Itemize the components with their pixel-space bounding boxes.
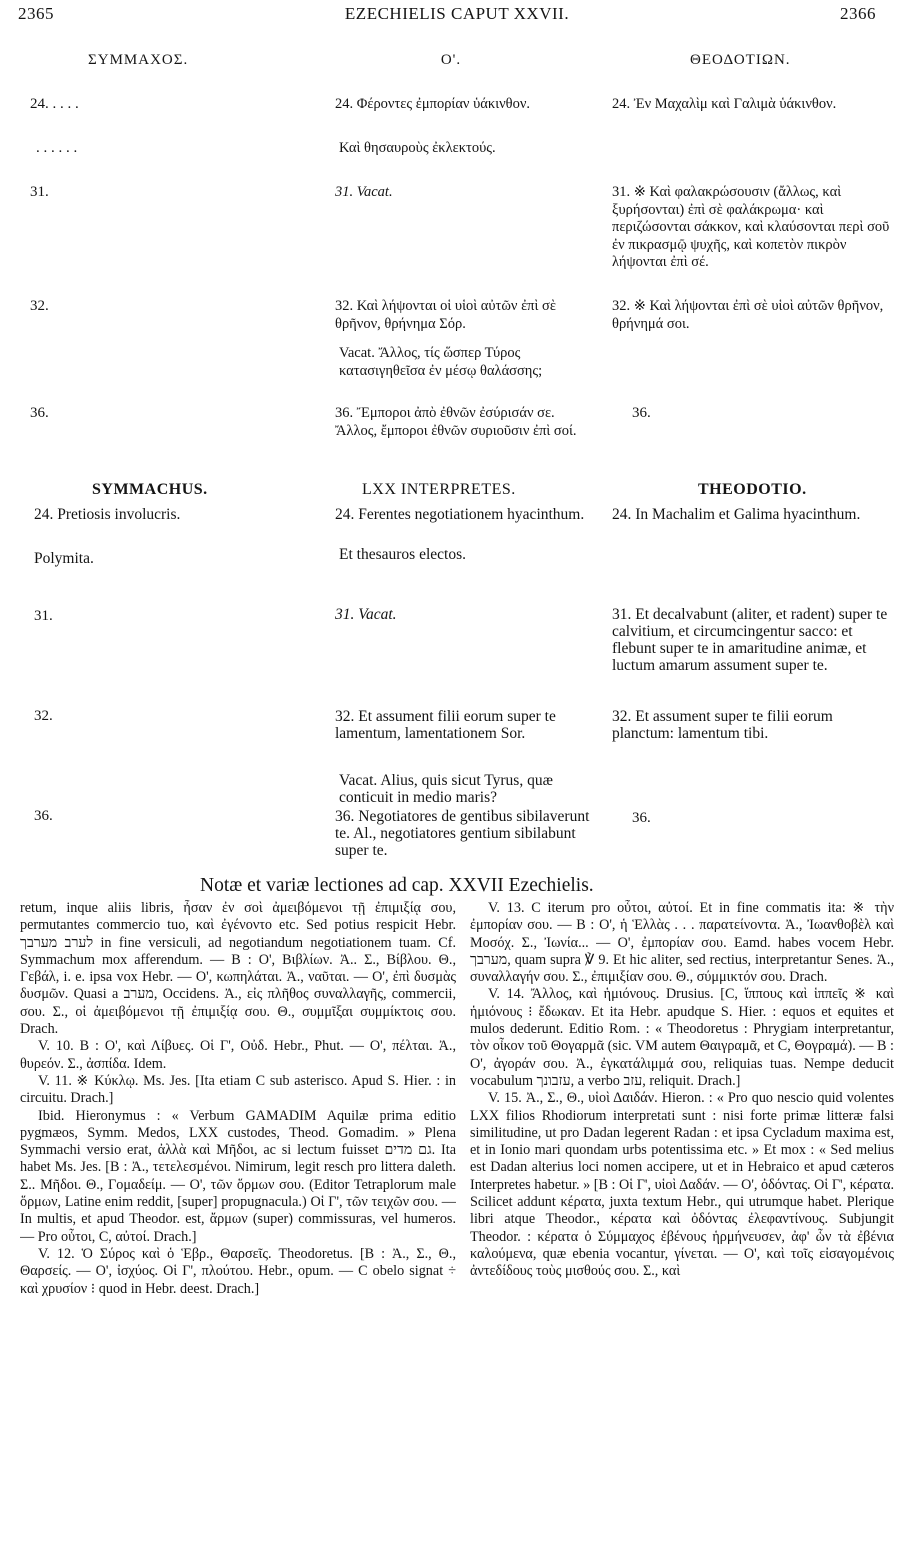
greek-sym-verse-31: 31. [30,184,49,200]
note-paragraph: V. 10. B : Ο', καὶ Λίβυες. Οἱ Γ', Οὐδ. Hebr., Phut. — Ο', πέλται. Ἀ., θυρεόν. Σ., ἀσπίδα. Idem. [20,1038,456,1072]
latin-lxx-verse-24b: Et thesauros electos. [339,546,466,563]
latin-lxx-verse-31: 31. Vacat. [335,606,397,623]
latin-sym-verse-32: 32. [34,708,53,724]
page-number-left: 2365 [18,4,54,23]
note-paragraph: V. 12. Ὁ Σύρος καὶ ὁ Ἑβρ., Θαρσεῖς. Theodoretus. [B : Ἀ., Σ., Θ., Θαρσείς. — Ο', ἰσχύος. Οἱ Γ', πλούτου. Hebr., opum. — C obelo signat ÷ καὶ χρυσίον ⁝ quod in Hebr. deest. Drach.] [20,1245,456,1297]
note-paragraph: retum, inque aliis libris, ἦσαν ἐν σοὶ ἀμειβόμενοι τῇ ἐπιμιξίᾳ σου, permutantes commercio tuo, καὶ ἐγένοντο etc. Sed potius respicit Hebr. לערב מערבך in fine versiculi, ad negotiandum negotiationem tuam. Cf. Symmachum mox afferendum. — B : Ο', Βιβλίων. Ἀ.. Σ., Βίβλου. Θ., Γεβάλ, i. e. ipsa vox Hebr. — Ο', κωπηλάται. Ἀ., ναῦται. — Ο', ἐπὶ δυσμὰς δυσμῶν. Quasi a מערב, Occidens. Ἀ., εἰς πλῆθος συναλλαγῆς, commercii, σου. Σ., οἱ ἀμειβόμενοι τῇ ἐπιμιξίᾳ σου. Θ., συμμῖξαι συμμίκτοις σου. Drach. [20,900,456,1038]
latin-sym-verse-24b: Polymita. [34,550,94,567]
latin-lxx-verse-24: 24. Ferentes negotiationem hyacinthum. [335,506,585,523]
latin-theo-verse-32: 32. Et assument super te filii eorum planctum: lamentum tibi. [612,708,833,742]
greek-lxx-verse-24b: Καὶ θησαυροὺς ἐκλεκτούς. [339,140,496,156]
latin-theo-verse-36: 36. [632,810,651,826]
note-paragraph: V. 14. Ἄλλος, καὶ ἡμιόνους. Drusius. [C, ἵππους καὶ ἱππεῖς ※ καὶ ἡμιόνους ⁝ ἔδωκαν. Et ita Hebr. apudque S. Hier. : equos et equites et mulos dederunt. Editio Rom. : « Theodoretus : Phrygiam interpretantur, τὸν οἶκον τοῦ Θογαρμᾶ (sic. VM autem Θαιγραμᾶ, et C, Θογραμά). — B : Ο', ἀγοράν σου. Ἀ., ἐγκατάλιμμά σου, reliquias tuas. Nempe deducit vocabulum עזבונך, a verbo עזב, reliquit. Drach.] [470,986,894,1089]
greek-lxx-verse-36: 36. Ἔμποροι ἀπὸ ἐθνῶν ἐσύρισάν σε. Ἄλλος, ἔμποροι ἐθνῶν συριοῦσιν ἐπὶ σοί. [335,405,577,439]
page-title: EZECHIELIS CAPUT XXVII. [344,4,570,23]
notes-left-column [20,900,456,1480]
note-paragraph: V. 13. C iterum pro οὗτοι, αὐτοί. Et in fine commatis ita: ※ τὴν ἐμπορίαν σου. — B : Ο', ἡ Ἑλλὰς . . . παρατείνοντα. Ἀ., Ἰωανθοβὲλ καὶ Μοσόχ. Σ., Ἰωνία... — Ο', ἐμπορίαν σου. Eamd. habes vocem Hebr. מערבך, quam supra ℣ 9. Et hic aliter, sed rectius, interpretantur Senes. Ἀ., συναλλαγήν σου. Σ., ἐπιμιξίαν σου. Θ., σύμμικτόν σου. Drach. [470,900,894,986]
greek-theo-verse-32: 32. ※ Καὶ λήψονται ἐπὶ σὲ υἱοὶ αὐτῶν θρῆνον, θρήνημά σοι. [612,298,884,332]
page-number-right: 2366 [840,4,876,23]
greek-lxx-verse-24: 24. Φέροντες ἐμπορίαν ὑάκινθον. [335,96,531,112]
greek-symmachus-heading: ΣΥΜΜΑΧΟΣ. [88,52,189,68]
latin-lxx-verse-32-alius: Vacat. Alius, quis sicut Tyrus, quæ conticuit in medio maris? [339,772,553,806]
latin-theo-verse-24: 24. In Machalim et Galima hyacinthum. [612,506,861,523]
note-paragraph: V. 11. ※ Κύκλῳ. Ms. Jes. [Ita etiam C sub asterisco. Apud S. Hier. : in circuitu. Drach.] [20,1072,456,1107]
greek-theo-verse-36: 36. [632,405,651,421]
greek-sym-verse-24b: . . . . . . [36,140,78,156]
latin-lxx-heading: LXX INTERPRETES. [362,481,516,498]
latin-sym-verse-36: 36. [34,808,53,824]
greek-sym-verse-24: 24. . . . . [30,96,79,112]
greek-lxx-verse-31: 31. Vacat. [335,184,393,200]
greek-lxx-verse-32: 32. Καὶ λήψονται οἱ υἱοὶ αὐτῶν ἐπὶ σὲ θρῆνον, θρήνημα Σόρ. [335,298,556,332]
greek-lxx-heading: Ο'. [440,52,462,68]
notes-right-column [470,900,894,1480]
latin-sym-verse-24: 24. Pretiosis involucris. [34,506,181,523]
greek-sym-verse-36: 36. [30,405,49,421]
greek-theo-verse-31: 31. ※ Καὶ φαλακρώσουσιν (ἄλλως, καὶ ξυρήσονται) ἐπὶ σὲ φαλάκρωμα· καὶ περιζώσονται σάκκον, καὶ κλαύσονται περὶ σοῦ ἐν πικρασμῷ ψυχῆς, καὶ κοπετὸν πικρὸν λήψονται ἐπὶ σέ. [612,184,890,270]
greek-sym-verse-32: 32. [30,298,49,314]
greek-theo-verse-24: 24. Ἐν Μαχαλὶμ καὶ Γαλιμὰ ὑάκινθον. [612,96,837,112]
latin-lxx-verse-36: 36. Negotiatores de gentibus sibilaverunt te. Al., negotiatores gentium sibilabunt super te. [335,808,590,859]
latin-theodotion-heading: THEODOTIO. [698,481,807,498]
latin-sym-verse-31: 31. [34,608,53,624]
greek-lxx-verse-32-alius: Vacat. Ἄλλος, τίς ὥσπερ Τύρος κατασιγηθεῖσα ἐν μέσῳ θαλάσσης; [339,345,543,379]
note-paragraph: V. 15. Ἀ., Σ., Θ., υἱοὶ Δαιδάν. Hieron. : « Pro quo nescio quid volentes LXX filios Rhodiorum interpretati sunt : nisi forte primæ litteræ falsi similitudine, ut pro Dadan legerent Radan : et ipsa Cycladum maxima est, et in Ionio mari quondam urbs potentissima etc. » Et mox : « Sed melius est Dadan alterius loci nomen accipere, ut et in Hebraico et apud cæteros Interpretes habetur. » [B : Οἱ Γ', υἱοὶ Δαδάν. — Ο', ὀδόντας. Οἱ Γ', κέρατα. Scilicet addunt κέρατα, juxta textum Hebr., qui utrumque habet. Plerique libri atque Theodor., κέρατα καὶ ὀδόντας ἐλεφαντίνους. Subjungit Theodor. : κέρατα ὁ Σύμμαχος ἐβένους ἡρμήνευσεν, ἀφ' ὧν τὰ ἐβένια καλούμενα, quæ ebenia vocantur, γίνεται. — Ο', καὶ τοῖς εἰσαγομένοις ἀντεδίδους τοὺς μισθούς σου. Σ., καὶ [470,1090,894,1280]
note-paragraph: Ibid. Hieronymus : « Verbum GAMADIM Aquilæ prima editio pygmæos, Symm. Medos, LXX custodes, Theod. Gomadim. » Plena Symmachi versio erat, ἀλλὰ καὶ Μῆδοι, ac si lectum fuisset גם מדים. Ita habet Ms. Jes. [B : Ἀ., τετελεσμένοι. Nimirum, legit resch pro littera daleth. Σ.. Μῆδοι. Θ., Γομαδείμ. — Ο', τῶν ὅρμων σου. (Editor Tetraplorum male ὅρμων, Latine enim reddit, [super] propugnacula.) Οἱ Γ', τῶν τειχῶν σου. — In multis, et apud Theodor. est, ἄρμων (super) commissuras, vel humeros. — Pro οὗτοι, C, αὐτοί. Drach.] [20,1107,456,1245]
notes-title: Notæ et variæ lectiones ad cap. XXVII Ezechielis. [200,875,594,896]
latin-theo-verse-31: 31. Et decalvabunt (aliter, et radent) super te calvitium, et circumcingentur sacco: et flebunt super te in amaritudine animæ, et luctum amarum assument super te. [612,606,888,674]
latin-lxx-verse-32: 32. Et assument filii eorum super te lamentum, lamentationem Sor. [335,708,556,742]
greek-theodotion-heading: ΘΕΟΔΟΤΙΩΝ. [690,52,791,68]
latin-symmachus-heading: SYMMACHUS. [92,481,208,498]
